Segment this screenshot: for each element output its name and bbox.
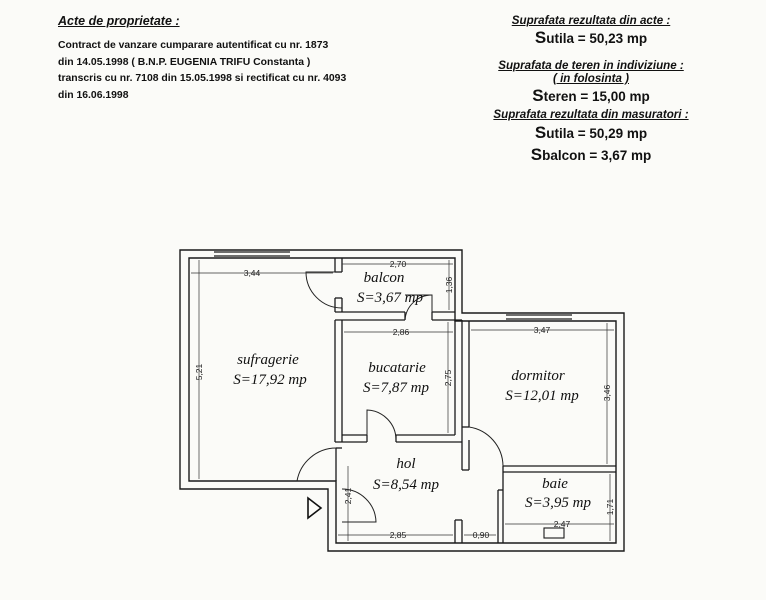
dim-hol-width: 2,85 [389, 530, 407, 540]
room-hol-area: S=8,54 mp [373, 477, 439, 493]
room-balcon-name: balcon [363, 270, 405, 286]
room-dormitor-name: dormitor [511, 368, 565, 384]
room-labels [233, 270, 591, 511]
room-sufragerie-name: sufragerie [237, 352, 299, 368]
surface-acte-text: utila = 50,23 mp [546, 31, 648, 46]
surface-masuratori-heading: Suprafata rezultata din masuratori : [493, 108, 689, 121]
dim-baie-depth: 1,71 [605, 498, 615, 516]
ownership-line: Contract de vanzare cumparare autentificat cu nr. 1873 [58, 40, 329, 51]
ownership-line: din 16.06.1998 [58, 89, 129, 101]
ownership-line: transcris cu nr. 7108 din 15.05.1998 si rectificat cu nr. 4093 [58, 73, 347, 84]
dim-bucatarie-depth: 2,75 [443, 369, 453, 387]
dim-balcon-width: 2,70 [389, 259, 407, 269]
room-dormitor-area: S=12,01 mp [505, 388, 579, 404]
surface-acte-heading: Suprafata rezultata din acte : [511, 14, 671, 27]
surface-balcon-prefix: S [530, 145, 543, 164]
room-baie-name: baie [542, 476, 568, 492]
dim-sufragerie-width: 3,44 [243, 268, 261, 278]
room-bucatarie-area: S=7,87 mp [363, 380, 429, 396]
dim-sufragerie-length: 5,21 [194, 363, 204, 381]
surface-teren-prefix: S [532, 86, 544, 105]
surface-utila-text: utila = 50,29 mp [546, 126, 648, 141]
surface-acte-prefix: S [534, 28, 547, 47]
dim-dormitor-depth: 3,46 [602, 384, 612, 402]
surface-balcon-text: balcon = 3,67 mp [542, 148, 652, 163]
dim-hol-extra: 0,90 [472, 530, 490, 540]
room-sufragerie-area: S=17,92 mp [233, 372, 307, 388]
dim-hol-depth: 2,41 [343, 487, 353, 505]
room-baie-area: S=3,95 mp [525, 495, 591, 511]
surface-teren-heading: Suprafata de teren in indiviziune : [498, 59, 684, 72]
entry-arrow [308, 498, 321, 518]
surface-utila-prefix: S [534, 123, 547, 142]
room-bucatarie-name: bucatarie [368, 360, 426, 376]
dim-baie-width: 2,47 [553, 519, 571, 529]
surface-teren-sub: ( in folosinta ) [553, 72, 629, 85]
room-balcon-area: S=3,67 mp [357, 290, 423, 306]
dim-balcon-depth: 1,36 [444, 276, 454, 294]
ownership-line: din 14.05.1998 ( B.N.P. EUGENIA TRIFU Constanta ) [58, 56, 311, 68]
ownership-title: Acte de proprietate : [58, 14, 180, 28]
surface-teren-text: teren = 15,00 mp [543, 89, 650, 104]
dim-bucatarie-width: 2,86 [392, 327, 410, 337]
dim-dormitor-width: 3,47 [533, 325, 551, 335]
room-hol-name: hol [396, 456, 416, 472]
